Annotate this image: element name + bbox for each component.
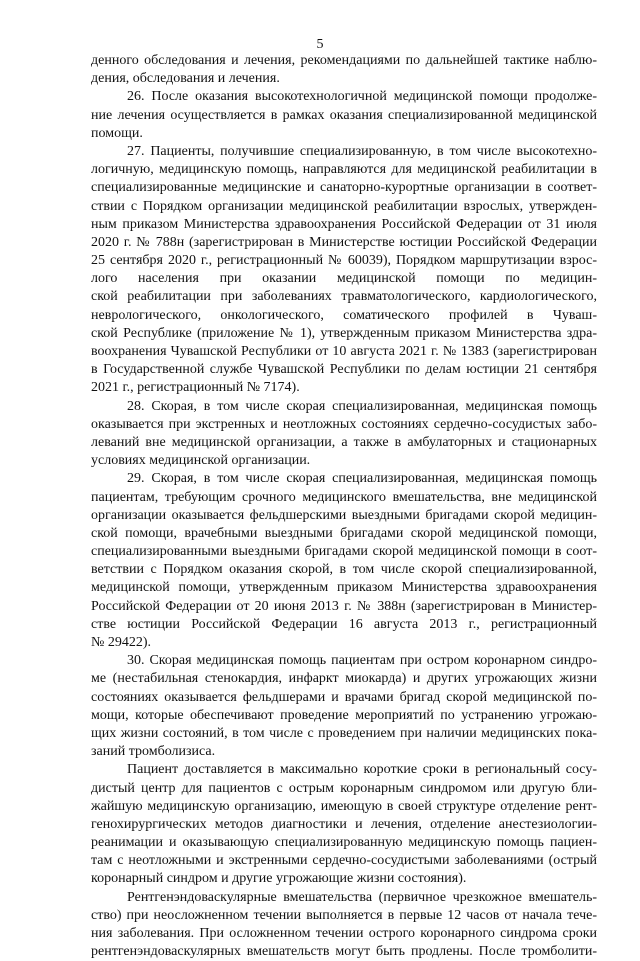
text-line: состояниях оказывается фельдшерами и врачами бригад скорой медицинской по-	[91, 689, 597, 705]
text-line: 29. Скорая, в том числе скорая специализированная, медицинская помощь	[127, 471, 597, 487]
text-line: генохирургических методов диагностики и лечения, отделение анестезиологии-	[91, 816, 597, 832]
text-line: 26. После оказания высокотехнологичной медицинской помощи продолже-	[127, 89, 597, 105]
text-line: ние лечения осуществляется в рамках оказания специализированной медицинской	[91, 107, 597, 123]
text-line: организации оказывается фельдшерскими выездными бригадами скорой медицин-	[91, 507, 597, 523]
text-line: помощи.	[91, 125, 143, 141]
text-line: жайшую медицинскую организацию, имеющую в своей структуре отделение рент-	[91, 798, 597, 814]
text-line: воохранения Чувашской Республики от 10 августа 2021 г. № 1383 (зарегистрирован	[91, 344, 597, 359]
text-line: 2020 г. № 788н (зарегистрирован в Министерстве юстиции Российской Федерации	[91, 234, 597, 250]
text-line: щих жизни состояний, в том числе с проведением при наличии медицинских пока-	[91, 725, 597, 741]
text-line: 27. Пациенты, получившие специализированную, в том числе высокотехно-	[127, 143, 597, 159]
text-line: мощи, которые обеспечивают проведение мероприятий по устранению угрожаю-	[91, 707, 597, 723]
text-line: ме (нестабильная стенокардия, инфаркт миокарда) и других угрожающих жизни	[91, 671, 597, 687]
text-line: в Государственной службе Чувашской Республики по делам юстиции 21 сентября	[91, 362, 597, 378]
text-line: ным приказом Министерства здравоохранения Российской Федерации от 31 июля	[91, 216, 597, 232]
text-line: специализированные медицинские и санаторно-курортные организации в соответ-	[91, 180, 597, 196]
text-line: условиях медицинской организации.	[91, 453, 311, 469]
text-line: № 29422).	[91, 635, 152, 650]
text-line: неврологического, онкологического, соматического профилей в Чуваш-	[91, 307, 597, 323]
text-line: ния заболевания. При осложненном течении острого коронарного синдрома сроки	[91, 926, 597, 941]
text-line: стве юстиции Российской Федерации 16 августа 2013 г., регистрационный	[91, 616, 597, 632]
text-line: заний тромболизиса.	[91, 744, 216, 760]
text-line: там с неотложными и экстренными сердечно-сосудистыми заболеваниями (острый	[91, 853, 597, 869]
text-line: 25 сентября 2020 г., регистрационный № 60039), Порядком маршрутизации взрос-	[91, 253, 597, 269]
text-line: пациентам, требующим срочного медицинского вмешательства, вне медицинской	[91, 489, 597, 505]
text-line: ской Республике (приложение № 1), утвержденным приказом Министерства здра-	[91, 325, 597, 341]
text-line: реанимации и оказывающую специализированную медицинскую помощь пациен-	[91, 835, 597, 851]
text-line: Российской Федерации от 20 июня 2013 г. № 388н (зарегистрирован в Министер-	[91, 598, 597, 614]
text-line: дения, обследования и лечения.	[91, 71, 280, 87]
text-line: специализированными выездными бригадами скорой медицинской помощи в соот-	[91, 544, 597, 560]
text-line: дистый центр для пациентов с острым коронарным синдромом или другую бли-	[91, 780, 597, 796]
text-line: ветствии с Порядком оказания скорой, в том числе скорой специализированной,	[91, 562, 597, 578]
text-line: оказывается при экстренных и неотложных состояниях сердечно-сосудистых забо-	[91, 416, 597, 432]
text-line: 30. Скорая медицинская помощь пациентам при остром коронарном синдро-	[127, 653, 597, 669]
text-line: коронарный синдром и другие угрожающие жизни состояния).	[91, 871, 467, 887]
text-line: денного обследования и лечения, рекомендациями по дальнейшей тактике наблю-	[91, 53, 597, 68]
text-line: ской реабилитации при заболеваниях травматологического, кардиологического,	[91, 289, 597, 305]
text-line: ствии с Порядком организации медицинской реабилитации взрослых, утвержден-	[91, 198, 597, 214]
text-line: леваний вне медицинской организации, а также в амбулаторных и стационарных	[91, 434, 597, 450]
text-line: логичную, медицинскую помощь, направляются для медицинской реабилитации в	[91, 162, 597, 178]
page-number: 5	[316, 37, 324, 52]
text-line: 2021 г., регистрационный № 7174).	[91, 380, 300, 396]
text-line: Пациент доставляется в максимально короткие сроки в региональный сосу-	[127, 762, 597, 778]
text-line: лого населения при оказании медицинской помощи по медицин-	[91, 271, 597, 287]
text-line: ство) при неосложненном течении выполняется в первые 12 часов от начала тече-	[91, 907, 597, 923]
document-body	[91, 52, 597, 961]
text-line: медицинской помощи, утвержденным приказом Министерства здравоохранения	[91, 580, 597, 596]
text-line: ской помощи, врачебными выездными бригадами скорой медицинской помощи,	[91, 525, 597, 541]
text-line: рентгенэндоваскулярных вмешательств могут быть продлены. После тромболити-	[91, 944, 597, 960]
text-line: 28. Скорая, в том числе скорая специализированная, медицинская помощь	[127, 398, 597, 414]
text-line: Рентгенэндоваскулярные вмешательства (первичное чрезкожное вмешатель-	[127, 889, 597, 905]
